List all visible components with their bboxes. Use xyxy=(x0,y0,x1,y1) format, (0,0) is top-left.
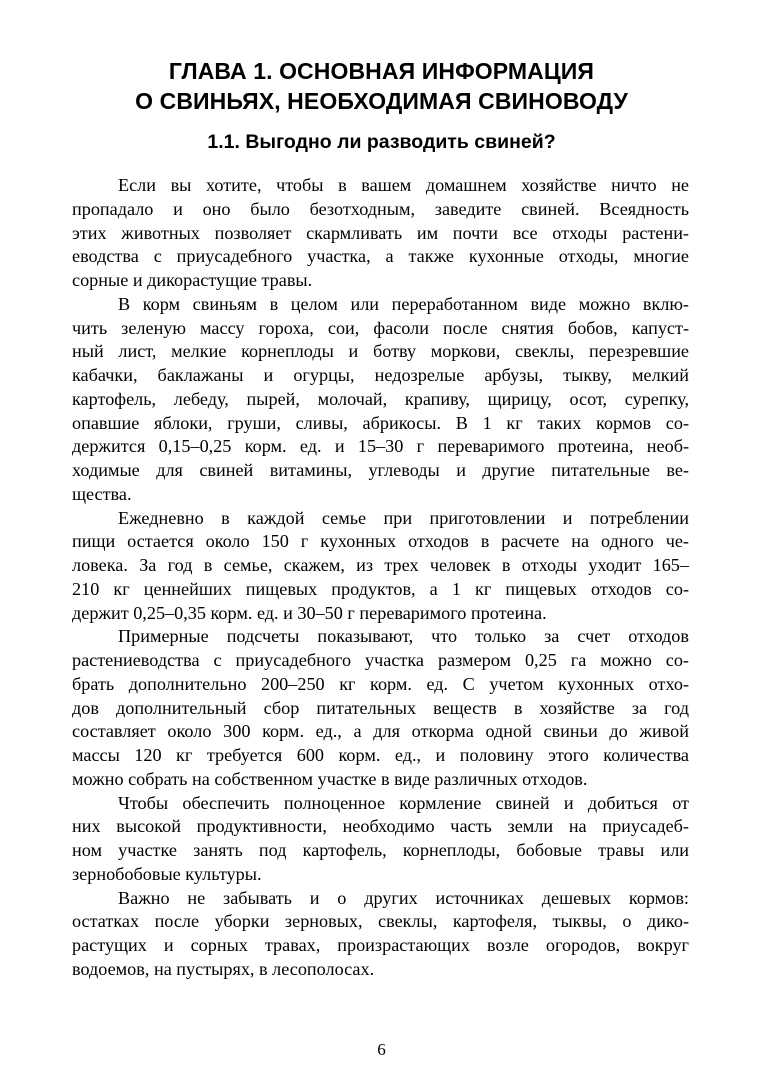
chapter-title xyxy=(0,56,763,116)
text-line: ный лист, мелкие корнеплоды и ботву моркови, свеклы, перезревшие xyxy=(72,341,689,362)
text-line: чить зеленую массу гороха, сои, фасоли после снятия бобов, капуст- xyxy=(72,317,689,338)
text-line: щества. xyxy=(72,483,132,504)
paragraph xyxy=(72,174,689,293)
text-line: брать дополнительно 200–250 кг корм. ед. С учетом кухонных отхо- xyxy=(72,673,689,694)
paragraph xyxy=(72,887,689,982)
paragraph xyxy=(72,507,689,626)
chapter-title-line: О СВИНЬЯХ, НЕОБХОДИМАЯ СВИНОВОДУ xyxy=(135,88,628,114)
text-line: водоемов, на пустырях, в лесополосах. xyxy=(72,958,375,979)
text-line: можно собрать на собственном участке в виде различных отходов. xyxy=(72,768,588,789)
text-line: держится 0,15–0,25 корм. ед. и 15–30 г переваримого протеина, необ- xyxy=(72,436,689,457)
text-line: составляет около 300 корм. ед., а для откорма одной свиньи до живой xyxy=(72,721,689,742)
paragraph xyxy=(72,293,689,507)
chapter-title-line: ГЛАВА 1. ОСНОВНАЯ ИНФОРМАЦИЯ xyxy=(168,58,595,84)
text-line: держит 0,25–0,35 корм. ед. и 30–50 г переваримого протеина. xyxy=(72,602,547,623)
text-line: Примерные подсчеты показывают, что только за счет отходов xyxy=(118,626,689,647)
text-line: Чтобы обеспечить полноценное кормление свиней и добиться от xyxy=(118,792,689,813)
text-line: Важно не забывать и о других источниках дешевых кормов: xyxy=(118,887,689,908)
text-line: ловека. За год в семье, скажем, из трех человек в отходы уходит 165– xyxy=(72,555,689,575)
text-line: еводства с приусадебного участка, а также кухонные отходы, многие xyxy=(72,246,689,267)
text-line: В корм свиньям в целом или переработанном виде можно вклю- xyxy=(118,293,689,314)
body-text xyxy=(72,174,689,982)
text-line: растущих и сорных травах, произрастающих возле огородов, вокруг xyxy=(72,935,689,955)
text-line: Если вы хотите, чтобы в вашем домашнем хозяйстве ничто не xyxy=(118,175,689,195)
text-line: этих животных позволяет скармливать им почти все отходы растени- xyxy=(72,222,689,243)
page-number: 6 xyxy=(377,1040,386,1059)
text-line: пропадало и оно было безотходным, заведите свиней. Всеядность xyxy=(72,198,689,219)
section-title: 1.1. Выгодно ли разводить свиней? xyxy=(207,131,556,153)
text-line: сорные и дикорастущие травы. xyxy=(72,270,313,290)
text-line: дов дополнительный сбор питательных веществ в хозяйстве за год xyxy=(72,697,689,718)
text-line: пищи остается около 150 г кухонных отходов в расчете на одного че- xyxy=(72,531,689,552)
paragraph xyxy=(72,625,689,791)
text-line: зернобобовые культуры. xyxy=(72,863,262,884)
text-line: остатках после уборки зерновых, свеклы, картофеля, тыквы, о дико- xyxy=(72,911,689,932)
text-line: картофель, лебеду, пырей, молочай, крапиву, щирицу, осот, сурепку, xyxy=(72,388,689,409)
text-line: кабачки, баклажаны и огурцы, недозрелые арбузы, тыкву, мелкий xyxy=(72,365,689,385)
text-line: 210 кг ценнейших пищевых продуктов, а 1 кг пищевых отходов со- xyxy=(72,578,689,599)
text-line: опавшие яблоки, груши, сливы, абрикосы. В 1 кг таких кормов со- xyxy=(72,412,689,433)
text-line: ходимые для свиней витамины, углеводы и другие питательные ве- xyxy=(72,460,689,480)
text-line: растениеводства с приусадебного участка размером 0,25 га можно со- xyxy=(72,650,689,670)
text-line: ном участке занять под картофель, корнеплоды, бобовые травы или xyxy=(72,840,689,860)
text-line: Ежедневно в каждой семье при приготовлении и потреблении xyxy=(118,507,689,528)
paragraph xyxy=(72,792,689,887)
text-line: массы 120 кг требуется 600 корм. ед., и половину этого количества xyxy=(72,745,689,765)
text-line: них высокой продуктивности, необходимо часть земли на приусадеб- xyxy=(72,816,689,837)
